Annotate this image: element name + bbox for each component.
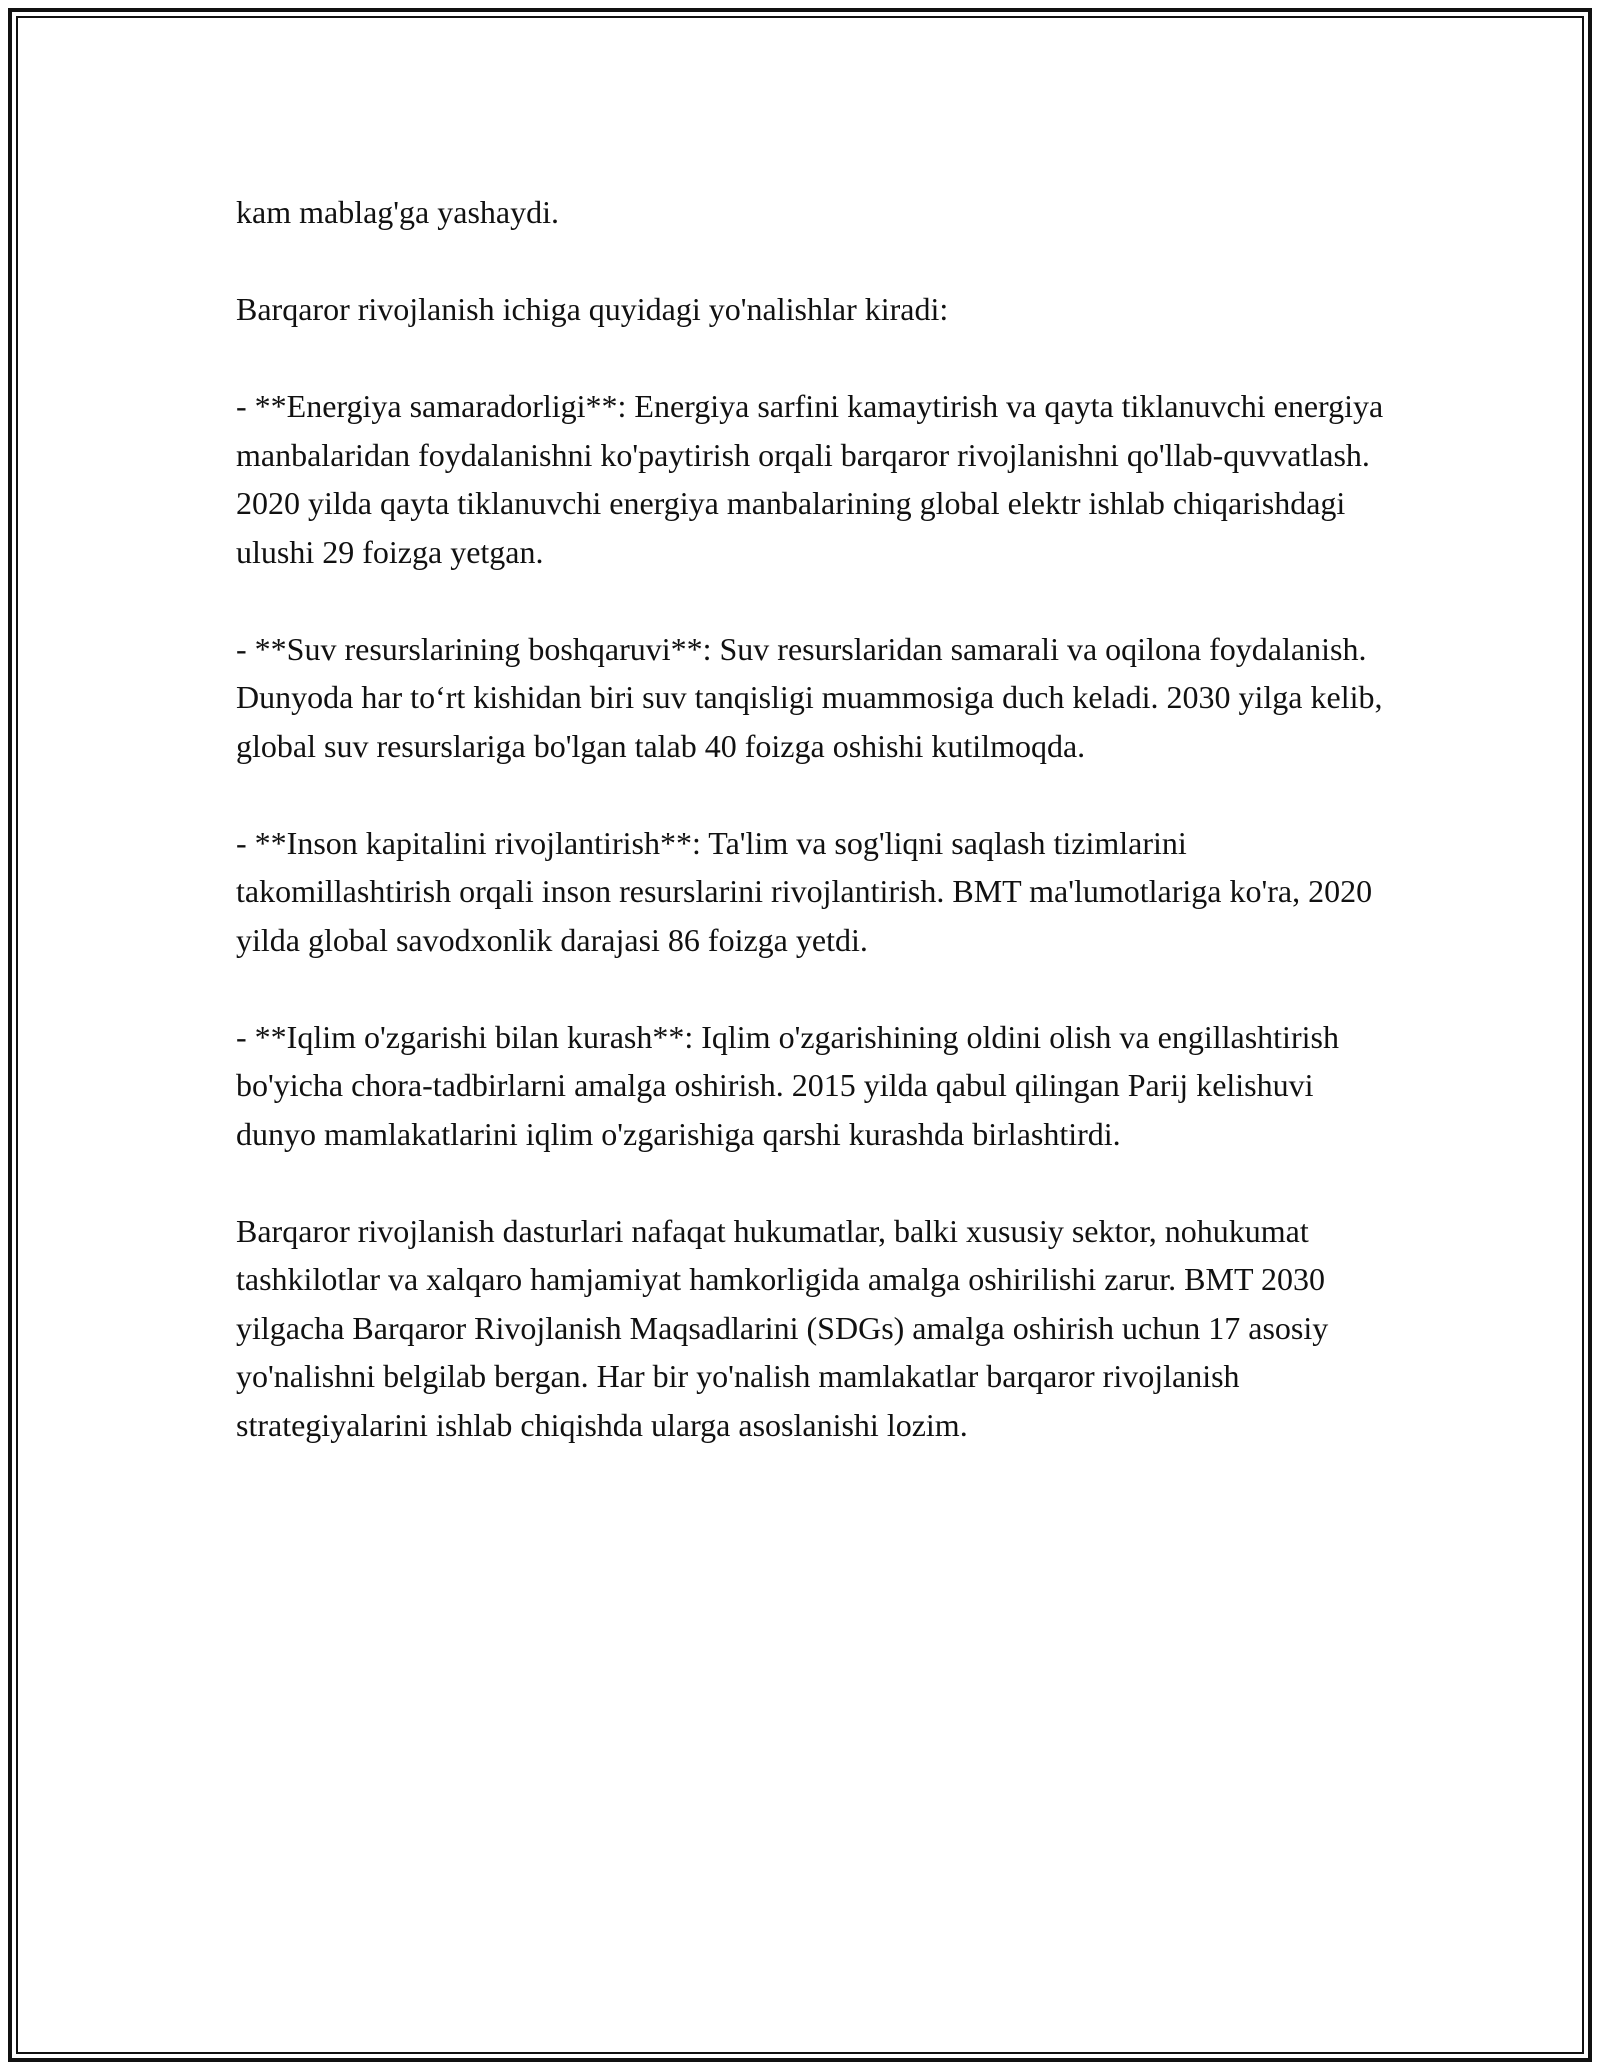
document-body bbox=[236, 188, 1396, 1498]
list-item-water-management: - **Suv resurslarining boshqaruvi**: Suv resurslaridan samarali va oqilona foydalanish. Dunyoda har to‘rt kishidan biri suv tanqisligi muammosiga duch keladi. 2030 yilga kelib, global suv resurslariga bo'lgan talab 40 foizga oshishi kutilmoqda. bbox=[236, 630, 1383, 764]
list-item-human-capital: - **Inson kapitalini rivojlantirish**: Ta'lim va sog'liqni saqlash tizimlarini takomillashtirish orqali inson resurslarini rivojlantirish. BMT ma'lumotlariga ko'ra, 2020 yilda global savodxonlik darajasi 86 foizga yetdi. bbox=[236, 824, 1373, 958]
list-item-climate-change: - **Iqlim o'zgarishi bilan kurash**: Iqlim o'zgarishining oldini olish va engillashtirish bo'yicha chora-tadbirlarni amalga oshirish. 2015 yilda qabul qilingan Parij kelishuvi dunyo mamlakatlarini iqlim o'zgarishiga qarshi kurashda birlashtirdi. bbox=[236, 1018, 1339, 1152]
paragraph-intro: Barqaror rivojlanish ichiga quyidagi yo'nalishlar kiradi: bbox=[236, 291, 949, 327]
list-item-energy-efficiency: - **Energiya samaradorligi**: Energiya sarfini kamaytirish va qayta tiklanuvchi energiya manbalaridan foydalanishni ko'paytirish orqali barqaror rivojlanishni qo'llab-quvvatlash. 2020 yilda qayta tiklanuvchi energiya manbalarining global elektr ishlab chiqarishdagi ulushi 29 foizga yetgan. bbox=[236, 388, 1384, 570]
paragraph-continuation: kam mablag'ga yashaydi. bbox=[236, 194, 559, 230]
paragraph-conclusion: Barqaror rivojlanish dasturlari nafaqat hukumatlar, balki xususiy sektor, nohukumat tashkilotlar va xalqaro hamjamiyat hamkorligida amalga oshirilishi zarur. BMT 2030 yilgacha Barqaror Rivojlanish Maqsadlarini (SDGs) amalga oshirish uchun 17 asosiy yo'nalishni belgilab bergan. Har bir yo'nalish mamlakatlar barqaror rivojlanish strategiyalarini ishlab chiqishda ularga asoslanishi lozim. bbox=[236, 1212, 1329, 1443]
